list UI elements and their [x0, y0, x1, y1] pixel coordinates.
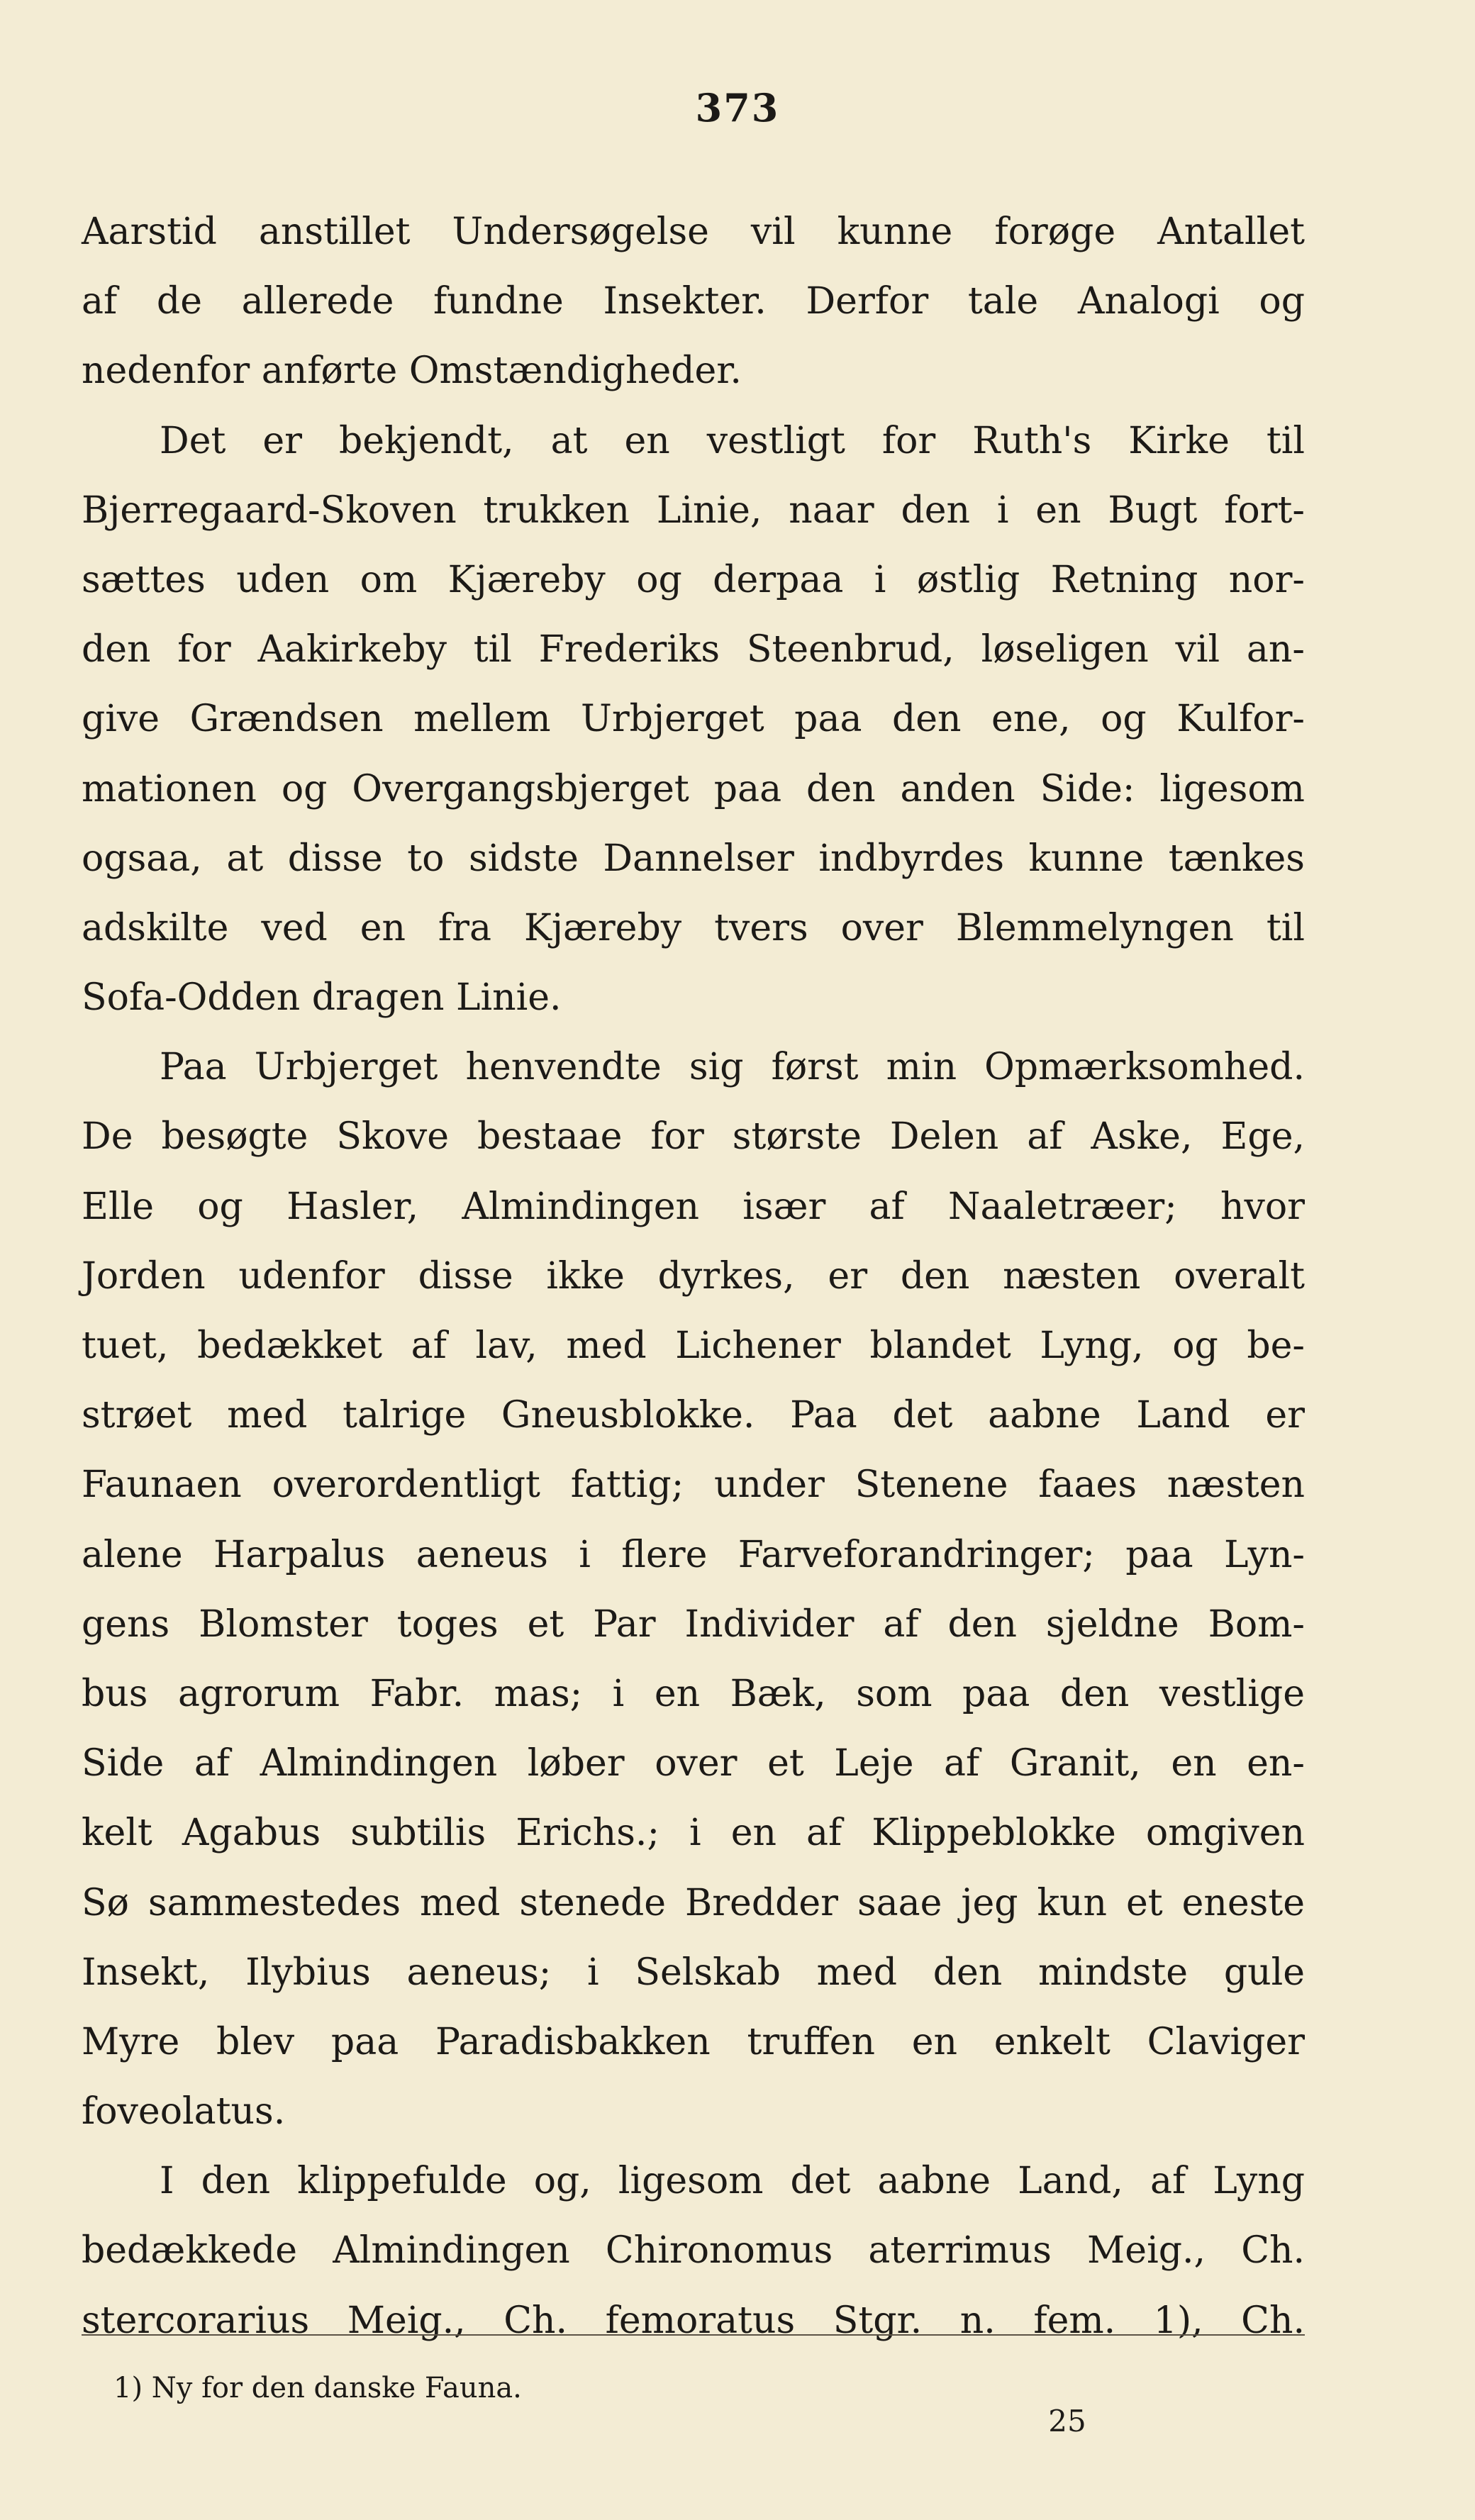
- text-line: Det er bekjendt, at en vestligt for Ruth's Kirke til: [160, 419, 1305, 462]
- text-line: Insekt, Ilybius aeneus; i Selskab med den mindste gule: [82, 1951, 1305, 1994]
- signature-mark: 25: [1048, 2404, 1086, 2438]
- text-line: adskilte ved en fra Kjæreby tvers over Blemmelyngen til: [82, 906, 1305, 949]
- text-line: gens Blomster toges et Par Individer af den sjeldne Bom-: [82, 1602, 1305, 1646]
- text-line: Bjerregaard-Skoven trukken Linie, naar den i en Bugt fort-: [82, 489, 1305, 532]
- text-line: Sø sammestedes med stenede Bredder saae jeg kun et eneste: [82, 1881, 1305, 1924]
- text-line: sættes uden om Kjæreby og derpaa i østlig Retning nor-: [82, 558, 1305, 601]
- text-line: Jorden udenfor disse ikke dyrkes, er den næsten overalt: [82, 1254, 1305, 1298]
- text-line: den for Aakirkeby til Frederiks Steenbrud, løseligen vil an-: [82, 628, 1305, 671]
- text-line: Sofa-Odden dragen Linie.: [82, 976, 562, 1020]
- text-line: Aarstid anstillet Undersøgelse vil kunne forøge Antallet: [82, 211, 1305, 253]
- text-line: mationen og Overgangsbjerget paa den anden Side: ligesom: [82, 767, 1305, 810]
- text-line: stercorarius Meig., Ch. femoratus Stgr. n. fem. 1), Ch.: [82, 2299, 1305, 2342]
- text-line: af de allerede fundne Insekter. Derfor tale Analogi og: [82, 280, 1305, 323]
- text-line: I den klippefulde og, ligesom det aabne Land, af Lyng: [160, 2160, 1305, 2203]
- text-line: Myre blev paa Paradisbakken truffen en enkelt Claviger: [82, 2020, 1305, 2063]
- footnote-divider: [82, 2334, 1305, 2336]
- text-line: Paa Urbjerget henvendte sig først min Opmærksomhed.: [160, 1046, 1305, 1089]
- text-line: give Grændsen mellem Urbjerget paa den ene, og Kulfor-: [82, 698, 1305, 741]
- text-line: alene Harpalus aeneus i flere Farveforandringer; paa Lyn-: [82, 1533, 1305, 1576]
- page-number: 373: [695, 85, 780, 130]
- text-line: ogsaa, at disse to sidste Dannelser indbyrdes kunne tænkes: [82, 837, 1305, 880]
- text-line: strøet med talrige Gneusblokke. Paa det aabne Land er: [82, 1394, 1305, 1437]
- text-line: bus agrorum Fabr. mas; i en Bæk, som paa den vestlige: [82, 1672, 1305, 1715]
- footnote: 1) Ny for den danske Fauna.: [113, 2372, 522, 2404]
- text-line: kelt Agabus subtilis Erichs.; i en af Klippeblokke omgiven: [82, 1812, 1305, 1855]
- text-line: tuet, bedækket af lav, med Lichener blandet Lyng, og be-: [82, 1325, 1305, 1367]
- text-line: De besøgte Skove bestaae for største Delen af Aske, Ege,: [82, 1115, 1305, 1159]
- text-line: nedenfor anførte Omstændigheder.: [82, 350, 742, 393]
- text-line: Side af Almindingen løber over et Leje af Granit, en en-: [82, 1742, 1305, 1785]
- text-line: Elle og Hasler, Almindingen især af Naaletræer; hvor: [82, 1185, 1305, 1228]
- body-text: [82, 197, 1305, 2355]
- text-line: foveolatus.: [82, 2090, 286, 2134]
- text-line: bedækkede Almindingen Chironomus aterrimus Meig., Ch.: [82, 2229, 1305, 2273]
- text-line: Faunaen overordentligt fattig; under Stenene faaes næsten: [82, 1464, 1305, 1507]
